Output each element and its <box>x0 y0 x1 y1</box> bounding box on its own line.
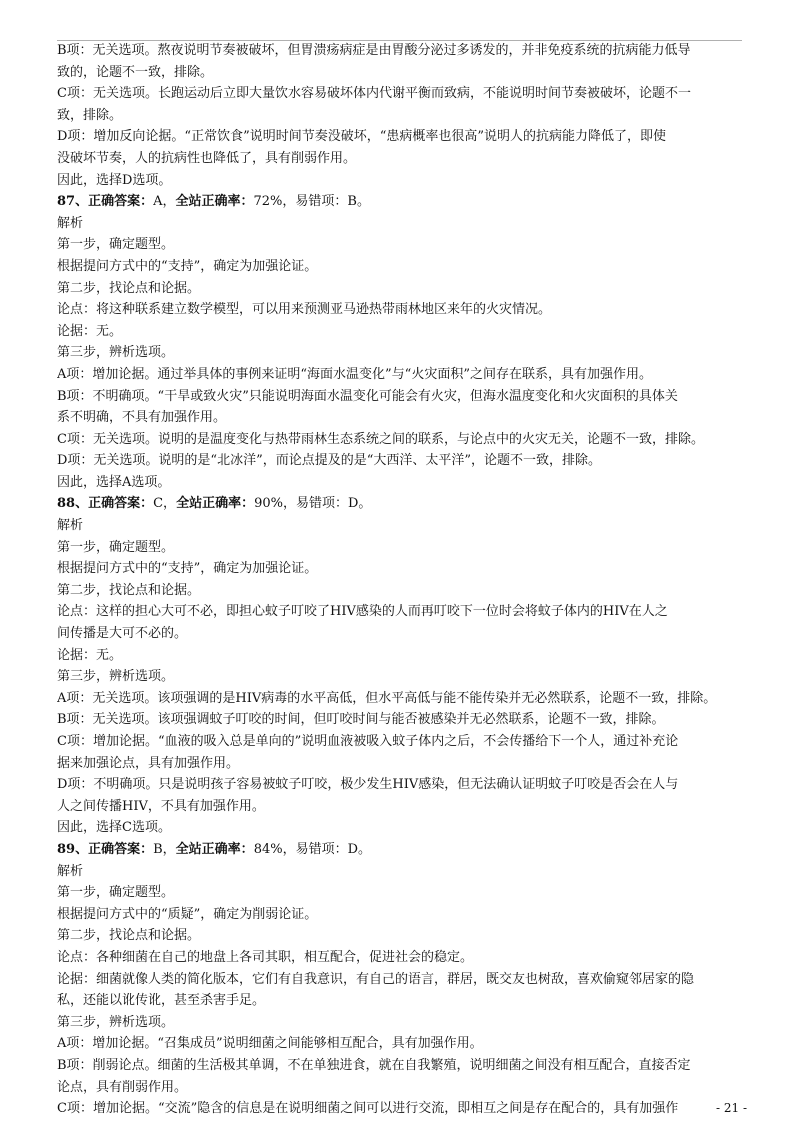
text-line: D项：不明确项。只是说明孩子容易被蚊子叮咬，极少发生HIV感染，但无法确认证明蚊子叮咬是否会在人与 <box>57 777 679 793</box>
text-line: 致的，论题不一致，排除。 <box>57 64 214 80</box>
text-line: C项：无关选项。说明的是温度变化与热带雨林生态系统之间的联系，与论点中的火灾无关，论题不一致，排除。 <box>57 431 704 447</box>
text-line: 论点：各种细菌在自己的地盘上各司其职，相互配合，促进社会的稳定。 <box>57 949 474 965</box>
text-line: 因此，选择D选项。 <box>57 172 172 188</box>
text-line: C项：增加论据。“交流”隐含的信息是在说明细菌之间可以进行交流，即相互之间是存在配合的，具有加强作 <box>57 1101 679 1117</box>
text-line: 第三步，辨析选项。 <box>57 1014 175 1030</box>
text-line: 第一步，确定题型。 <box>57 539 175 555</box>
text-line: D项：增加反向论据。“正常饮食”说明时间节奏没破坏，“患病概率也很高”说明人的抗病能力降低了，即使 <box>57 129 667 145</box>
answer-heading-88 <box>57 493 747 515</box>
accuracy-value: 90%，易错项：D。 <box>254 496 372 512</box>
text-line: 第三步，辨析选项。 <box>57 669 175 685</box>
answer-value: A， <box>153 194 176 210</box>
text-line: 第二步，找论点和论据。 <box>57 582 201 598</box>
text-line: 没破坏节奏，人的抗病性也降低了，具有削弱作用。 <box>57 150 357 166</box>
text-line: A项：增加论据。通过举具体的事例来证明“海面水温变化”与“火灾面积”之间存在联系，具有加强作用。 <box>57 366 652 382</box>
text-line: 根据提问方式中的“支持”，确定为加强论证。 <box>57 258 318 274</box>
text-line: 解析 <box>57 518 84 534</box>
question-number: 88、 <box>57 496 89 512</box>
text-line: C项：增加论据。“血液的吸入总是单向的”说明血液被吸入蚊子体内之后，不会传播给下一个人，通过补充论 <box>57 734 679 749</box>
text-line: B项：无关选项。熬夜说明节奏被破坏，但胃溃疡病症是由胃酸分泌过多诱发的，并非免疫系统的抗病能力低导 <box>57 43 691 58</box>
text-line: C项：无关选项。长跑运动后立即大量饮水容易破坏体内代谢平衡而致病，不能说明时间节奏被破坏，论题不一 <box>57 86 691 102</box>
accuracy-label: 全站正确率： <box>175 194 254 210</box>
text-line: 私，还能以讹传讹，甚至杀害手足。 <box>57 993 266 1009</box>
answer-value: B， <box>153 841 176 857</box>
text-line: 根据提问方式中的“支持”，确定为加强论证。 <box>57 561 318 577</box>
text-line: 系不明确，不具有加强作用。 <box>57 410 227 426</box>
text-line: 论据：无。 <box>57 647 123 663</box>
text-line: 据来加强论点，具有加强作用。 <box>57 755 240 771</box>
accuracy-label: 全站正确率： <box>175 841 254 857</box>
answer-label: 正确答案： <box>88 194 154 210</box>
text-line: 论据：无。 <box>57 323 123 339</box>
answer-heading-89 <box>57 839 747 861</box>
text-line: 因此，选择C选项。 <box>57 820 171 836</box>
text-line: 根据提问方式中的“质疑”，确定为削弱论证。 <box>57 906 318 922</box>
accuracy-label: 全站正确率： <box>176 496 255 512</box>
accuracy-value: 72%，易错项：B。 <box>253 194 370 210</box>
text-line: 解析 <box>57 863 84 879</box>
document-body <box>57 40 747 1120</box>
text-line: B项：削弱论点。细菌的生活极其单调，不在单独进食，就在自我繁殖，说明细菌之间没有相互配合，直接否定 <box>57 1057 691 1073</box>
text-line: B项：不明确项。“干旱或致火灾”只能说明海面水温变化可能会有火灾，但海水温度变化和火灾面积的具体关 <box>57 388 678 404</box>
answer-heading-87 <box>57 191 747 213</box>
text-line: 因此，选择A选项。 <box>57 474 171 490</box>
answer-label: 正确答案： <box>88 496 154 512</box>
text-line: 论点：这样的担心大可不必，即担心蚊子叮咬了HIV感染的人而再叮咬下一位时会将蚊子体内的HIV在人之 <box>57 604 668 620</box>
text-line: 第一步，确定题型。 <box>57 237 175 253</box>
text-line: 第一步，确定题型。 <box>57 885 175 901</box>
text-line: 人之间传播HIV，不具有加强作用。 <box>57 798 265 814</box>
text-line: 论据：细菌就像人类的简化版本，它们有自我意识，有自己的语言，群居，既交友也树敌，喜欢偷窥邻居家的隐 <box>57 971 695 987</box>
text-line: 第二步，找论点和论据。 <box>57 928 201 944</box>
answer-value: C， <box>153 496 177 512</box>
text-line: 论点，具有削弱作用。 <box>57 1079 188 1095</box>
text-line: B项：无关选项。该项强调蚊子叮咬的时间，但叮咬时间与能否被感染并无必然联系，论题不一致，排除。 <box>57 712 665 728</box>
text-line: 间传播是大可不必的。 <box>57 626 188 642</box>
text-line: 第三步，辨析选项。 <box>57 345 175 361</box>
question-number: 87、 <box>57 194 89 210</box>
page-number: - 21 - <box>716 1101 748 1115</box>
text-line: 第二步，找论点和论据。 <box>57 280 201 296</box>
text-line: A项：无关选项。该项强调的是HIV病毒的水平高低，但水平高低与能不能传染并无必然联系，论题不一致，排除。 <box>57 690 717 706</box>
text-line: 论点：将这种联系建立数学模型，可以用来预测亚马逊热带雨林地区来年的火灾情况。 <box>57 302 552 318</box>
text-line: 解析 <box>57 215 84 231</box>
text-line: A项：增加论据。“召集成员”说明细菌之间能够相互配合，具有加强作用。 <box>57 1036 483 1052</box>
text-line: 致，排除。 <box>57 107 123 123</box>
text-line: D项：无关选项。说明的是“北冰洋”，而论点提及的是“大西洋、太平洋”，论题不一致，排除。 <box>57 453 602 469</box>
answer-label: 正确答案： <box>88 841 154 857</box>
question-number: 89、 <box>57 841 89 857</box>
accuracy-value: 84%，易错项：D。 <box>253 841 372 857</box>
